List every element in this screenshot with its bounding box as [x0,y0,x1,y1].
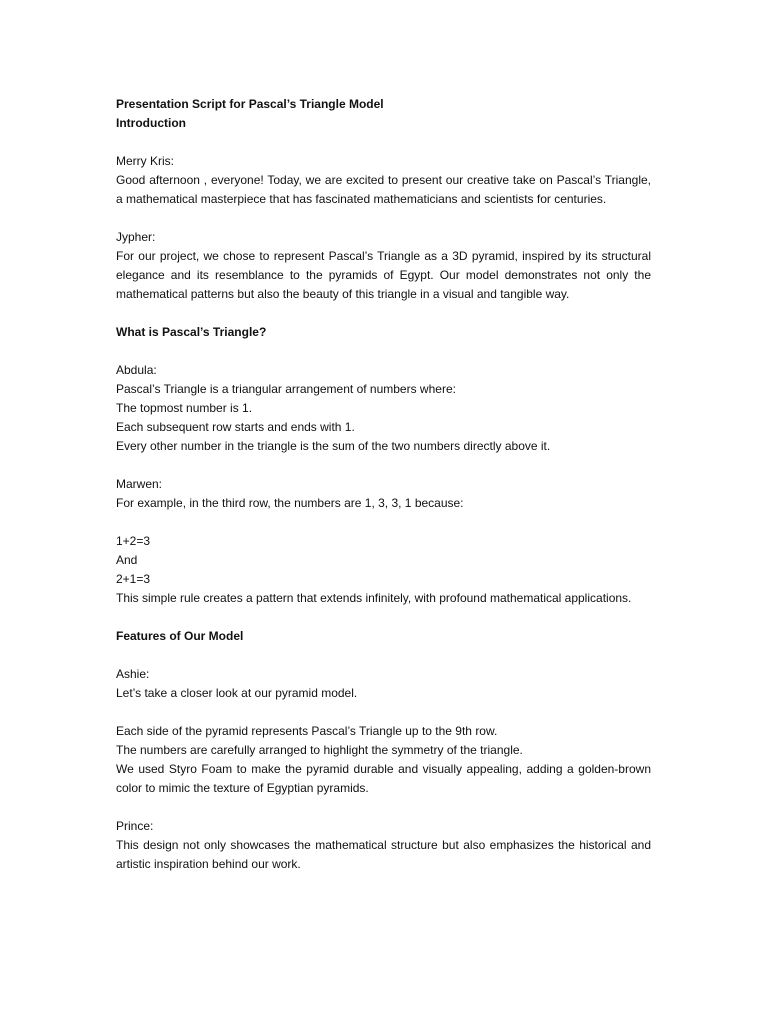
abdula-line-3: Each subsequent row starts and ends with 1. [116,420,355,434]
merry-paragraph: Good afternoon , everyone! Today, we are excited to present our creative take on Pascal’s Triangle, a mathematical masterpiece that has fascinated mathematicians and scientists for centuries. [116,173,651,206]
ashie-line-3: The numbers are carefully arranged to highlight the symmetry of the triangle. [116,743,523,757]
document-title: Presentation Script for Pascal’s Triangle Model [116,97,384,111]
marwen-line-1: For example, in the third row, the numbers are 1, 3, 3, 1 because: [116,496,464,510]
speaker-ashie: Ashie: [116,667,150,681]
prince-paragraph: This design not only showcases the mathematical structure but also emphasizes the historical and artistic inspiration behind our work. [116,838,651,871]
ashie-line-1: Let’s take a closer look at our pyramid model. [116,686,358,700]
what-is-heading: What is Pascal’s Triangle? [116,325,267,339]
abdula-line-1: Pascal’s Triangle is a triangular arrangement of numbers where: [116,382,456,396]
speaker-prince: Prince: [116,819,154,833]
ashie-line-2: Each side of the pyramid represents Pascal’s Triangle up to the 9th row. [116,724,498,738]
speaker-marwen: Marwen: [116,477,163,491]
marwen-paragraph: This simple rule creates a pattern that extends infinitely, with profound mathematical applications. [116,591,632,605]
jypher-paragraph: For our project, we chose to represent Pascal’s Triangle as a 3D pyramid, inspired by its structural elegance and its resemblance to the pyramids of Egypt. Our model demonstrates not only the mathematical patterns but also the beauty of this triangle in a visual and tangible way. [116,249,651,301]
equation-2: 2+1=3 [116,572,151,586]
ashie-paragraph: We used Styro Foam to make the pyramid durable and visually appealing, adding a golden-brown color to mimic the texture of Egyptian pyramids. [116,762,651,795]
equation-and: And [116,553,138,567]
equation-1: 1+2=3 [116,534,151,548]
speaker-abdula: Abdula: [116,363,157,377]
abdula-line-4: Every other number in the triangle is the sum of the two numbers directly above it. [116,439,551,453]
speaker-jypher: Jypher: [116,230,156,244]
abdula-line-2: The topmost number is 1. [116,401,253,415]
introduction-heading: Introduction [116,116,186,130]
speaker-merry: Merry Kris: [116,154,174,168]
features-heading: Features of Our Model [116,629,244,643]
